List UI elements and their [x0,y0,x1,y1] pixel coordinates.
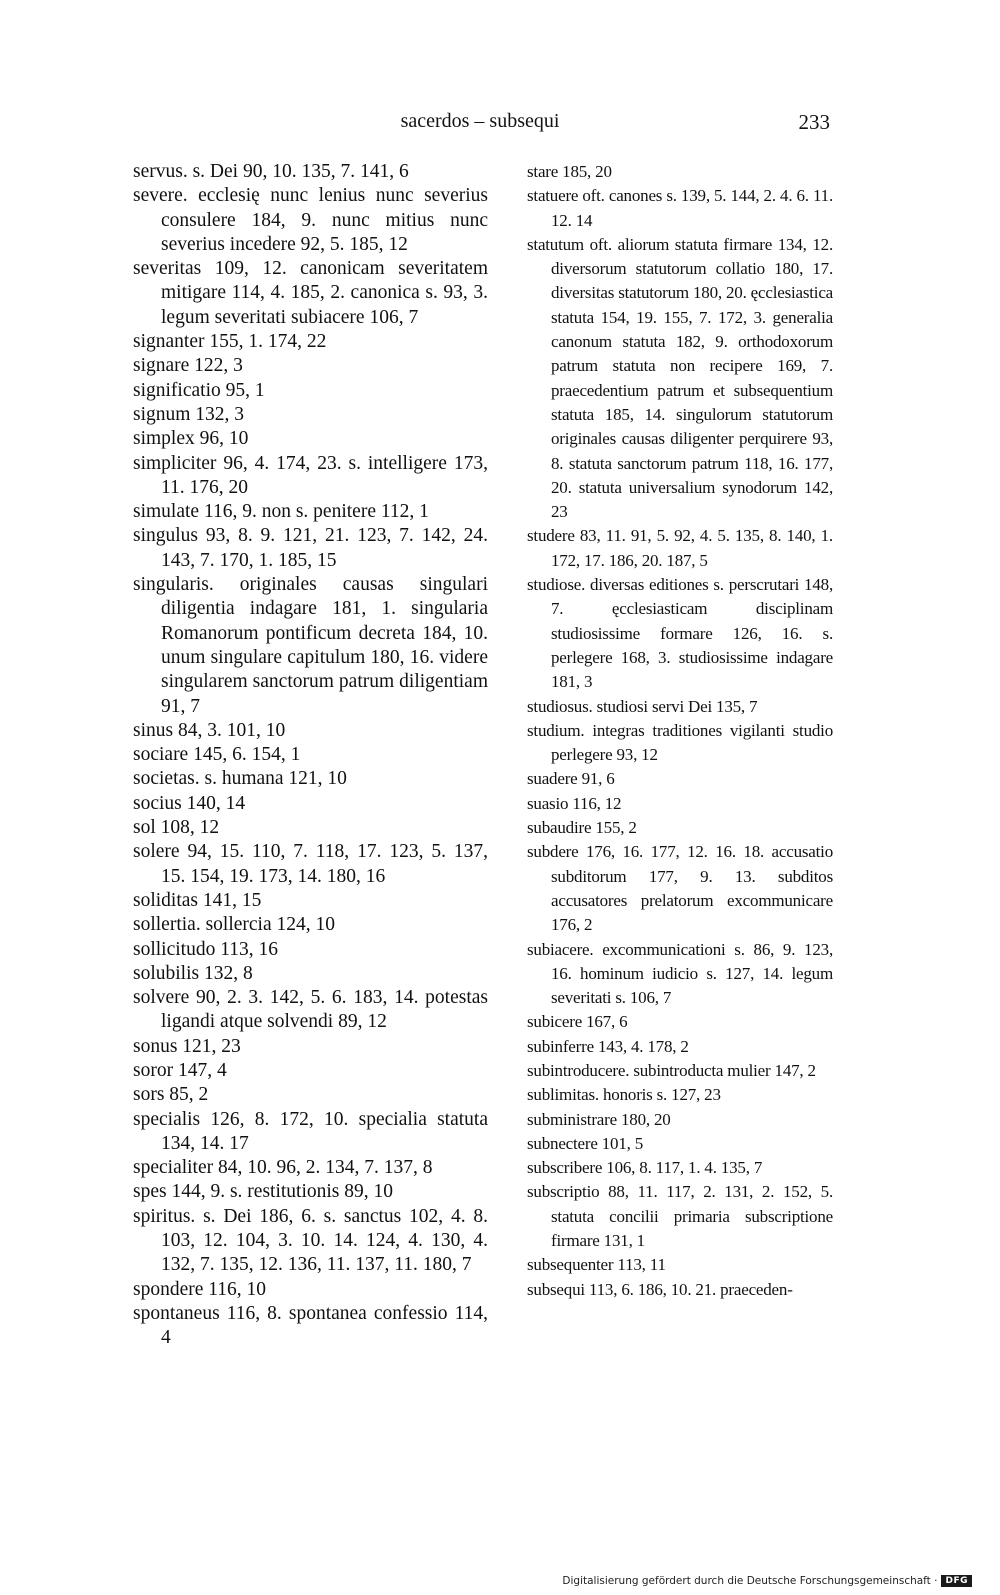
index-entry: sonus 121, 23 [133,1035,241,1057]
index-entry: subiacere. excommunicationi s. 86, 9. 123, 16. hominum iudicio s. 127, 14. legum severitati s. 106, 7 [527,939,833,1008]
index-entry: studiose. diversas editiones s. perscrutari 148, 7. ęcclesiasticam disciplinam studiosissime formare 126, 16. s. perlegere 168, 3. studiosissime indagare 181, 3 [527,575,833,692]
index-entry: subscribere 106, 8. 117, 1. 4. 135, 7 [527,1158,763,1178]
index-entry: soliditas 141, 15 [133,889,262,911]
index-entry: simulate 116, 9. non s. penitere 112, 1 [133,501,429,523]
index-entry: subnectere 101, 5 [527,1133,644,1153]
index-entry: sol 108, 12 [133,817,220,839]
index-entry: spontaneus 116, 8. spontanea confessio 114, 4 [133,1302,488,1349]
index-entry: simpliciter 96, 4. 174, 23. s. intelligere 173, 11. 176, 20 [133,452,488,498]
footer-credit [562,1575,972,1587]
index-entry: severitas 109, 12. canonicam severitatem mitigare 114, 4. 185, 2. canonica s. 93, 3. legum severitati subiacere 106, 7 [133,258,488,328]
index-entry: soror 147, 4 [133,1059,227,1081]
index-entry: signanter 155, 1. 174, 22 [133,331,327,353]
index-entry: signum 132, 3 [133,403,245,425]
index-entry: specialis 126, 8. 172, 10. specialia statuta 134, 14. 17 [133,1108,488,1154]
index-entry: signare 122, 3 [133,355,243,377]
page-number: 233 [798,110,830,134]
index-entry: spondere 116, 10 [133,1278,267,1300]
index-entry: solvere 90, 2. 3. 142, 5. 6. 183, 14. potestas ligandi atque solvendi 89, 12 [133,987,488,1033]
index-entry: societas. s. humana 121, 10 [133,768,347,790]
index-entry: sublimitas. honoris s. 127, 23 [527,1085,721,1105]
index-entry: singulus 93, 8. 9. 121, 21. 123, 7. 142, 24. 143, 7. 170, 1. 185, 15 [133,525,488,571]
index-entry: specialiter 84, 10. 96, 2. 134, 7. 137, 8 [133,1157,433,1179]
index-entry: sociare 145, 6. 154, 1 [133,744,301,766]
index-entry: subicere 167, 6 [527,1012,628,1032]
index-entry: suadere 91, 6 [527,769,615,789]
index-entry: subministrare 180, 20 [527,1109,671,1129]
index-entry: statutum oft. aliorum statuta firmare 134, 12. diversorum statutorum collatio 180, 17. diversitas statutorum 180, 20. ęcclesiastica statuta 154, 19. 155, 7. 172, 3. generalia canonum statuta 182, 9. orthodoxorum patrum statuta non recipere 169, 7. praecedentium patrum et subsequentium statuta 185, 14. singulorum statutorum originales causas diligenter perquirere 93, 8. statuta sanctorum patrum 118, 16. 177, 20. statuta universalium synodorum 142, 23 [527,234,834,522]
index-entry: studium. integras traditiones vigilanti studio perlegere 93, 12 [527,720,833,765]
index-entry: studiosus. studiosi servi Dei 135, 7 [527,696,758,716]
index-entry: subscriptio 88, 11. 117, 2. 131, 2. 152, 5. statuta concilii primaria subscriptione firmare 131, 1 [527,1182,833,1251]
index-entry: subaudire 155, 2 [527,818,637,838]
index-entry: solubilis 132, 8 [133,962,253,984]
index-entry: severe. ecclesię nunc lenius nunc severius consulere 184, 9. nunc mitius nunc severius incedere 92, 5. 185, 12 [133,185,488,255]
index-entry: subdere 176, 16. 177, 12. 16. 18. accusatio subditorum 177, 9. 13. subditos accusatores prelatorum excommunicare 176, 2 [527,842,833,935]
index-entry: suasio 116, 12 [527,793,622,813]
index-entry: subsequi 113, 6. 186, 10. 21. praeceden- [527,1279,793,1299]
running-title: sacerdos – subsequi [400,110,560,132]
dfg-logo: DFG [941,1575,972,1587]
index-entry: spiritus. s. Dei 186, 6. s. sanctus 102, 4. 8. 103, 12. 104, 3. 10. 14. 124, 4. 130, 4. 132, 7. 135, 12. 136, 11. 137, 11. 180, 7 [133,1205,488,1276]
index-entry: sollicitudo 113, 16 [133,938,278,960]
index-entry: spes 144, 9. s. restitutionis 89, 10 [133,1181,394,1203]
index-entry: subintroducere. subintroducta mulier 147, 2 [527,1060,816,1080]
index-entry: statuere oft. canones s. 139, 5. 144, 2. 4. 6. 11. 12. 14 [527,186,833,230]
index-entry: stare 185, 20 [527,162,612,181]
index-entry: subsequenter 113, 11 [527,1255,666,1275]
right-column [527,160,833,1302]
index-entry: significatio 95, 1 [133,379,265,401]
running-header [130,110,830,144]
footer-text: Digitalisierung gefördert durch die Deutsche Forschungsgemeinschaft · [562,1575,938,1587]
index-entry: sollertia. sollercia 124, 10 [133,914,335,936]
index-entry: studere 83, 11. 91, 5. 92, 4. 5. 135, 8. 140, 1. 172, 17. 186, 20. 187, 5 [527,526,833,570]
index-entry: solere 94, 15. 110, 7. 118, 17. 123, 5. 137, 15. 154, 19. 173, 14. 180, 16 [133,841,488,887]
index-entry: socius 140, 14 [133,792,246,814]
index-entry: singularis. originales causas singulari diligentia indagare 181, 1. singularia Romanorum pontificum decreta 184, 10. unum singulare capitulum 180, 16. videre singularem sanctorum patrum diligentiam 91, 7 [133,574,488,717]
left-column [133,160,488,1351]
index-entry: sinus 84, 3. 101, 10 [133,719,286,741]
index-entry: simplex 96, 10 [133,428,249,450]
index-entry: servus. s. Dei 90, 10. 135, 7. 141, 6 [133,161,409,182]
index-entry: subinferre 143, 4. 178, 2 [527,1036,689,1056]
index-entry: sors 85, 2 [133,1084,209,1106]
